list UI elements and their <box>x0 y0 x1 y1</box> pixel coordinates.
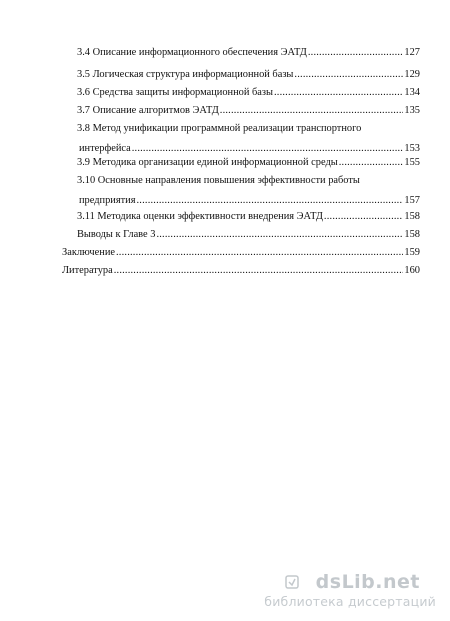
toc-page-number: 158 <box>404 229 420 240</box>
toc-leader <box>339 156 404 169</box>
toc-label-line1: 3.10 Основные направления повышения эффективности работы <box>77 175 360 186</box>
toc-page-number: 157 <box>404 195 420 206</box>
dslib-logo-icon <box>285 575 299 589</box>
watermark-brand: dsLib.net <box>315 571 420 593</box>
toc-leader <box>156 228 403 241</box>
toc-page-number: 159 <box>404 247 420 258</box>
toc-leader <box>308 46 404 59</box>
toc-page-number: 158 <box>404 211 420 222</box>
toc-label: 3.6 Средства защиты информационной базы <box>77 87 273 98</box>
toc-label: 3.4 Описание информационного обеспечения ЭАТД <box>77 47 307 58</box>
toc-leader <box>116 246 403 259</box>
toc-leader <box>137 194 404 207</box>
toc-label: 3.5 Логическая структура информационной базы <box>77 69 294 80</box>
toc-entry-3-6[interactable] <box>77 86 420 99</box>
toc-entry-3-11[interactable] <box>77 210 420 223</box>
toc-entry-3-4[interactable] <box>77 46 420 59</box>
toc-label-line1: 3.8 Метод унификации программной реализации транспортного <box>77 123 362 134</box>
toc-label: 3.11 Методика оценки эффективности внедрения ЭАТД <box>77 211 323 222</box>
toc-label: 3.7 Описание алгоритмов ЭАТД <box>77 105 219 116</box>
toc-page-number: 127 <box>404 47 420 58</box>
toc-leader <box>220 104 404 117</box>
toc-page-number: 155 <box>404 157 420 168</box>
toc-page-number: 134 <box>404 87 420 98</box>
toc-label: интерфейса <box>79 143 131 154</box>
toc-label: Заключение <box>62 247 115 258</box>
toc-entry-3-9[interactable] <box>77 156 420 169</box>
toc-page-number: 153 <box>404 143 420 154</box>
toc-leader <box>324 210 403 223</box>
toc-label: 3.9 Методика организации единой информационной среды <box>77 157 338 168</box>
toc-entry-3-7[interactable] <box>77 104 420 117</box>
watermark-caption: библиотека диссертаций <box>264 594 436 609</box>
toc-leader <box>274 86 403 99</box>
toc-leader <box>132 142 404 155</box>
toc-entry-3-10[interactable] <box>77 174 420 207</box>
toc-entry-3-5[interactable] <box>77 68 420 81</box>
toc-entry-conclusions-chapter-3[interactable] <box>77 228 420 241</box>
toc-label: Выводы к Главе 3 <box>77 229 156 240</box>
toc-entry-conclusion[interactable] <box>62 246 420 259</box>
toc-entry-3-8[interactable] <box>77 122 420 155</box>
toc-page-number: 129 <box>404 69 420 80</box>
toc-entry-literature[interactable] <box>62 264 420 277</box>
toc-page-number: 160 <box>404 265 420 276</box>
toc-leader <box>294 68 403 81</box>
toc-leader <box>114 264 404 277</box>
toc-label: Литература <box>62 265 113 276</box>
toc-label: предприятия <box>79 195 136 206</box>
toc-page-number: 135 <box>404 105 420 116</box>
